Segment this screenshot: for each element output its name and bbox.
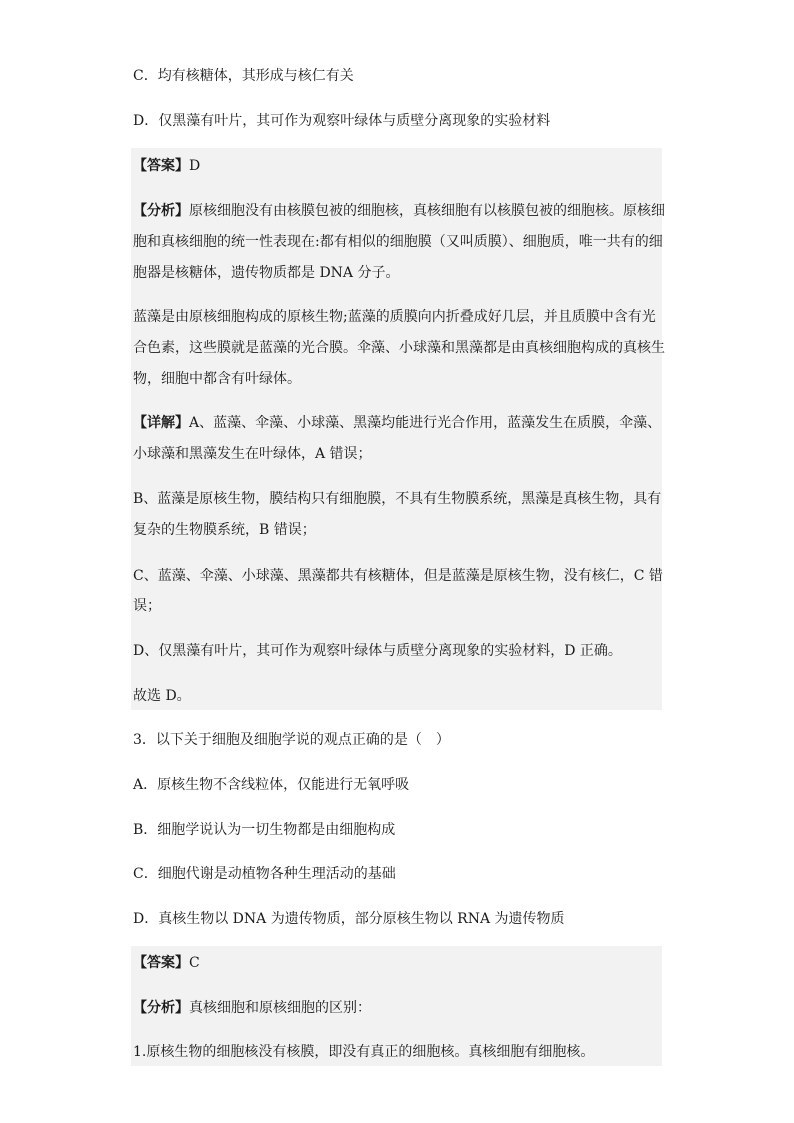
q2-analysis-line-1: 【分析】原核细胞没有由核膜包被的细胞核，真核细胞有以核膜包被的细胞核。原核细 (133, 203, 665, 219)
q2-detail-a-line-1: 【详解】A、蓝藻、伞藻、小球藻、黑藻均能进行光合作用，蓝藻发生在质膜，伞藻、 (133, 415, 662, 431)
q2-detail-a-line-2: 小球藻和黑藻发生在叶绿体，A 错误； (133, 446, 372, 462)
q3-option-c: C．细胞代谢是动植物各种生理活动的基础 (133, 866, 396, 882)
answer-value: D (189, 158, 201, 174)
q3-option-b: B．细胞学说认为一切生物都是由细胞构成 (133, 822, 396, 838)
q2-option-c: C．均有核糖体，其形成与核仁有关 (133, 68, 354, 84)
q2-analysis-p2-line-3: 物，细胞中都含有叶绿体。 (133, 371, 301, 387)
analysis-label: 【分析】 (133, 203, 189, 219)
q3-option-a: A．原核生物不含线粒体，仅能进行无氧呼吸 (133, 777, 410, 793)
q2-analysis-line-3: 胞器是核糖体，遗传物质都是 DNA 分子。 (133, 265, 400, 281)
q2-analysis-line-2: 胞和真核细胞的统一性表现在:都有相似的细胞膜（又叫质膜）、细胞质，唯一共有的细 (133, 234, 663, 250)
q3-point-1: 1.原核生物的细胞核没有核膜，即没有真正的细胞核。真核细胞有细胞核。 (133, 1044, 595, 1060)
q2-answer (133, 156, 200, 176)
q2-detail-d: D、仅黑藻有叶片，其可作为观察叶绿体与质壁分离现象的实验材料，D 正确。 (133, 643, 622, 659)
answer-label: 【答案】 (133, 955, 189, 971)
q3-analysis: 【分析】真核细胞和原核细胞的区别： (133, 1000, 371, 1016)
q2-detail-b-line-2: 复杂的生物膜系统，B 错误； (133, 522, 316, 538)
detail-label: 【详解】 (133, 415, 189, 431)
q2-analysis-p2-line-2: 合色素，这些膜就是蓝藻的光合膜。伞藻、小球藻和黑藻都是由真核细胞构成的真核生 (133, 340, 665, 356)
q2-option-d: D．仅黑藻有叶片，其可作为观察叶绿体与质壁分离现象的实验材料 (133, 113, 551, 129)
q2-detail-c-line-1: C、蓝藻、伞藻、小球藻、黑藻都共有核糖体，但是蓝藻是原核生物，没有核仁，C 错 (133, 568, 663, 584)
q3-stem: 3．以下关于细胞及细胞学说的观点正确的是（ ） (133, 732, 450, 748)
q2-conclusion: 故选 D。 (133, 688, 191, 704)
q3-answer (133, 953, 200, 973)
answer-label: 【答案】 (133, 158, 189, 174)
q3-option-d: D．真核生物以 DNA 为遗传物质，部分原核生物以 RNA 为遗传物质 (133, 911, 565, 927)
analysis-label: 【分析】 (133, 1000, 189, 1016)
q2-detail-b-line-1: B、蓝藻是原核生物，膜结构只有细胞膜，不具有生物膜系统，黑藻是真核生物，具有 (133, 491, 662, 507)
q2-analysis-p2-line-1: 蓝藻是由原核细胞构成的原核生物;蓝藻的质膜向内折叠成好几层，并且质膜中含有光 (133, 309, 656, 325)
q2-detail-c-line-2: 误； (133, 598, 161, 614)
answer-value: C (189, 955, 200, 971)
